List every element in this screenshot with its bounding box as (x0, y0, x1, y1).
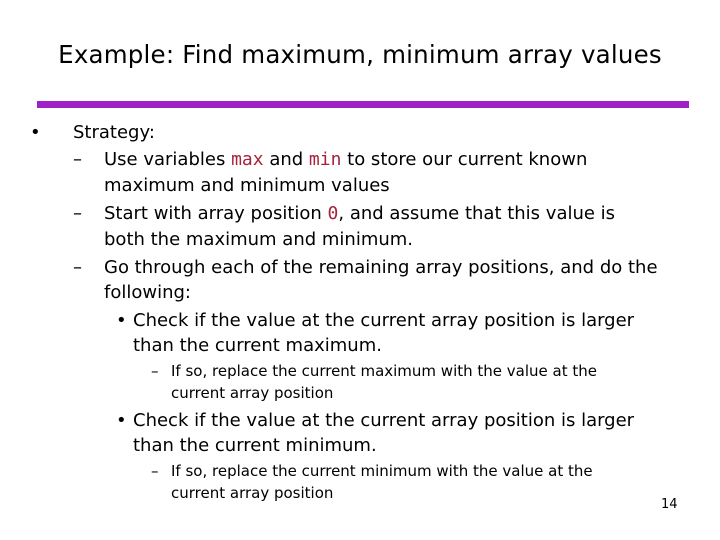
slide-title: Example: Find maximum, minimum array values (58, 40, 662, 69)
dash-sub3: – (73, 257, 82, 278)
code-min: min (308, 149, 342, 170)
title-divider (37, 101, 689, 108)
sub3-line1: Go through each of the remaining array positions, and do the (104, 257, 658, 278)
check-min-line1: Check if the value at the current array position is larger (133, 410, 635, 431)
strategy-label: Strategy: (73, 122, 155, 143)
sub3-line2: following: (104, 282, 191, 303)
if-min-line1: If so, replace the current minimum with the value at the (171, 462, 593, 480)
sub2-line2: both the maximum and minimum. (104, 229, 414, 250)
check-max-line1: Check if the value at the current array position is larger (133, 310, 635, 331)
dash-sub2: – (73, 203, 82, 224)
page-number: 14 (661, 497, 678, 512)
code-max: max (231, 149, 264, 170)
if-min-line2: current array position (171, 484, 334, 502)
bullet-check-min: • (116, 410, 127, 431)
sub1-line1: Use variables max and min to store our current known (104, 149, 588, 170)
dash-if-min: – (151, 462, 159, 480)
dash-if-max: – (151, 362, 159, 380)
bullet-check-max: • (116, 310, 127, 331)
dash-sub1: – (73, 149, 82, 170)
check-max-line2: than the current maximum. (133, 335, 382, 356)
sub2-line1: Start with array position 0, and assume that this value is (104, 203, 616, 224)
check-min-line2: than the current minimum. (133, 435, 377, 456)
if-max-line1: If so, replace the current maximum with the value at the (171, 362, 597, 380)
code-zero: 0 (327, 203, 339, 224)
sub1-line2: maximum and minimum values (104, 175, 390, 196)
bullet-strategy: • (30, 122, 41, 143)
if-max-line2: current array position (171, 384, 334, 402)
